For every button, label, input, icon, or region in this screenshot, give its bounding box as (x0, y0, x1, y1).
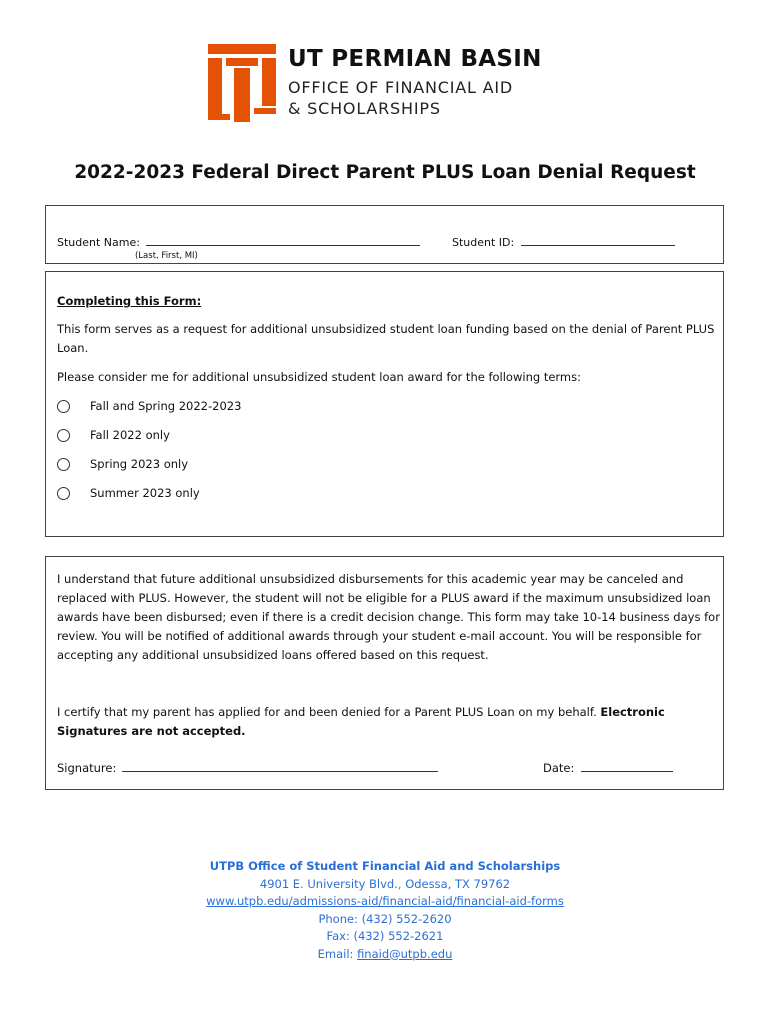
logo-subtitle-line1: OFFICE OF FINANCIAL AID (288, 78, 513, 97)
footer-office: UTPB Office of Student Financial Aid and Scholarships (209, 859, 561, 873)
intro-line2: Loan. (57, 341, 89, 355)
option-label-summer: Summer 2023 only (90, 486, 200, 500)
footer-email-row (0, 946, 770, 964)
option-label-fall-spring: Fall and Spring 2022-2023 (90, 399, 242, 413)
contact-footer (0, 858, 770, 963)
completing-heading: Completing this Form: (57, 294, 202, 308)
electronic-notice-part1: Electronic (600, 705, 665, 719)
footer-email-label: Email: (317, 946, 354, 961)
date-label: Date: (543, 761, 575, 775)
form-title: 2022-2023 Federal Direct Parent PLUS Loan Denial Request (74, 162, 696, 183)
logo-subtitle-line2: & SCHOLARSHIPS (288, 99, 441, 118)
utpb-logo (208, 44, 558, 124)
radio-fall-spring[interactable] (57, 400, 70, 413)
option-label-fall: Fall 2022 only (90, 428, 170, 442)
logo-name: UT PERMIAN BASIN (288, 46, 542, 72)
consider-text: Please consider me for additional unsubsidized student loan award for the following terms: (57, 370, 581, 384)
student-id-field[interactable] (521, 235, 675, 246)
student-name-label: Student Name: (57, 236, 140, 249)
signature-field[interactable] (122, 761, 438, 772)
intro-line1: This form serves as a request for additional unsubsidized student loan funding based on the denial of Parent PLUS (57, 322, 715, 336)
understand-line5: accepting any additional unsubsidized loans offered based on this request. (57, 648, 489, 662)
electronic-notice-part2: Signatures are not accepted. (57, 724, 246, 738)
student-name-field[interactable] (146, 235, 420, 246)
date-row (543, 759, 673, 778)
student-name-hint: (Last, First, MI) (135, 251, 198, 261)
understand-line4: review. You will be notified of additional awards through your student e-mail account. You will be responsible for (57, 629, 702, 643)
completing-form-box (45, 271, 724, 537)
certify-line (57, 703, 665, 722)
radio-fall[interactable] (57, 429, 70, 442)
option-label-spring: Spring 2023 only (90, 457, 189, 471)
footer-fax: Fax: (432) 552-2621 (326, 929, 444, 943)
footer-email-link[interactable]: finaid@utpb.edu (357, 946, 453, 961)
footer-address: 4901 E. University Blvd., Odessa, TX 79762 (259, 876, 511, 891)
date-field[interactable] (581, 761, 673, 772)
signature-row (57, 759, 438, 778)
signature-label: Signature: (57, 761, 117, 775)
utpb-logo-mark-icon (208, 44, 276, 122)
understand-line3: awards have been disbursed; even if there is a credit decision change. This form may take 10-14 business days for (57, 610, 720, 624)
student-info-box (45, 205, 724, 264)
footer-phone: Phone: (432) 552-2620 (318, 911, 452, 926)
certify-text: I certify that my parent has applied for and been denied for a Parent PLUS Loan on my behalf. (57, 705, 597, 719)
certification-box (45, 556, 724, 790)
student-name-row (57, 235, 420, 249)
radio-spring[interactable] (57, 458, 70, 471)
student-id-label: Student ID: (452, 236, 515, 249)
understand-line1: I understand that future additional unsubsidized disbursements for this academic year may be canceled and (57, 572, 684, 586)
radio-summer[interactable] (57, 487, 70, 500)
student-id-row (452, 235, 675, 249)
understand-line2: replaced with PLUS. However, the student will not be eligible for a PLUS award if the maximum unsubsidized loan (57, 591, 711, 605)
footer-website-link[interactable]: www.utpb.edu/admissions-aid/financial-aid/financial-aid-forms (206, 894, 564, 908)
